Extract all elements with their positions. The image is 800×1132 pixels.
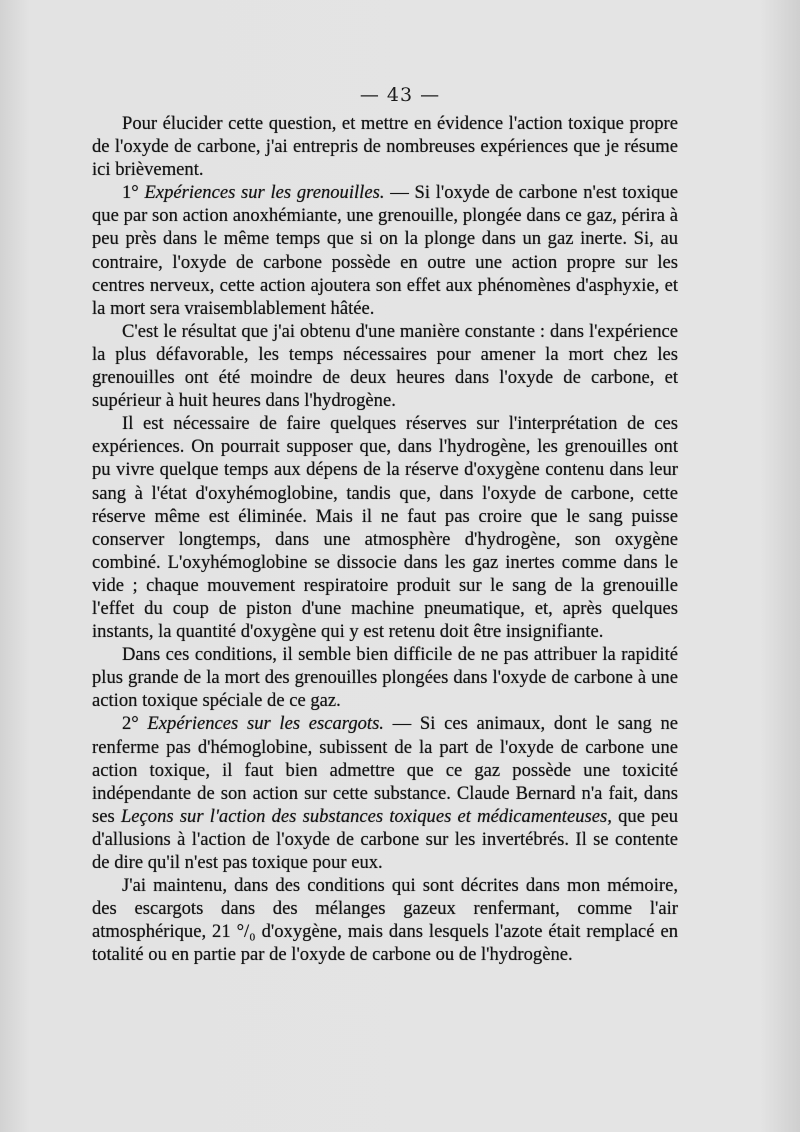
- paragraph-intro: Pour élucider cette question, et mettre en évidence l'action toxique propre de l'oxyde de carbone, j'ai entrepris de nombreuses expériences que je résume ici brièvement.: [92, 113, 678, 181]
- body-text: [92, 112, 678, 966]
- paragraph-conditions: Dans ces conditions, il semble bien difficile de ne pas attribuer la rapidité plus grande de la mort des grenouilles plongées dans l'oxyde de carbone à une action toxique spéciale de ce gaz.: [92, 644, 678, 712]
- paragraph-reserves: Il est nécessaire de faire quelques réserves sur l'interprétation de ces expériences. On pourrait supposer que, dans l'hydrogène, les grenouilles ont pu vivre quelque temps aux dépens de la réserve d'oxygène contenu dans leur sang à l'état d'oxyhémoglobine, tandis que, dans l'oxyde de carbone, cette réserve même est éliminée. Mais il ne faut pas croire que le sang puisse conserver longtemps, dans une atmosphère d'hydrogène, son oxygène combiné. L'oxyhémoglobine se dissocie dans les gaz inertes comme dans le vide ; chaque mouvement respiratoire produit sur le sang de la grenouille l'effet du coup de piston d'une machine pneumatique, et, après quelques instants, la quantité d'oxygène qui y est retenu doit être insignifiante.: [92, 413, 678, 643]
- paragraph-escargots: 2° Expériences sur les escargots. — Si ces animaux, dont le sang ne renferme pas d'hémoglobine, subissent de la part de l'oxyde de carbone une action toxique, il faut bien admettre que ce gaz possède une toxicité indépendante de son action sur cette substance. Claude Bernard n'a fait, dans ses Leçons sur l'action des substances toxiques et médicamenteuses, que peu d'allusions à l'action de l'oxyde de carbone sur les invertébrés. Il se contente de dire qu'il n'est pas toxique pour eux.: [92, 713, 679, 873]
- paragraph-resultat: C'est le résultat que j'ai obtenu d'une manière constante : dans l'expérience la plus défavorable, les temps nécessaires pour amener la mort chez les grenouilles ont été moindre de deux heures dans l'oxyde de carbone, et supérieur à huit heures dans l'hydrogène.: [92, 320, 678, 412]
- section-heading-escargots: Expériences sur les escargots.: [147, 713, 384, 735]
- book-title: Leçons sur l'action des substances toxiques et médicamenteuses,: [120, 805, 612, 827]
- paragraph-maintenu: J'ai maintenu, dans des conditions qui sont décrites dans mon mémoire, des escargots dans des mélanges gazeux renfermant, comme l'air atmosphérique, 21 °/₀ d'oxygène, mais dans lesquels l'azote était remplacé en totalité ou en partie par de l'oxyde de carbone ou de l'hydrogène.: [92, 875, 678, 966]
- paragraph-grenouilles: 1° Expériences sur les grenouilles. — Si l'oxyde de carbone n'est toxique que par son action anoxhémiante, une grenouille, plongée dans ce gaz, périra à peu près dans le même temps que si on la plonge dans un gaz inerte. Si, au contraire, l'oxyde de carbone possède en outre une action propre sur les centres nerveux, cette action ajoutera son effet aux phénomènes d'asphyxie, et la mort sera vraisemblablement hâtée.: [92, 182, 679, 319]
- section-heading-grenouilles: Expériences sur les grenouilles.: [144, 182, 385, 204]
- page-number: — 43 —: [359, 84, 441, 106]
